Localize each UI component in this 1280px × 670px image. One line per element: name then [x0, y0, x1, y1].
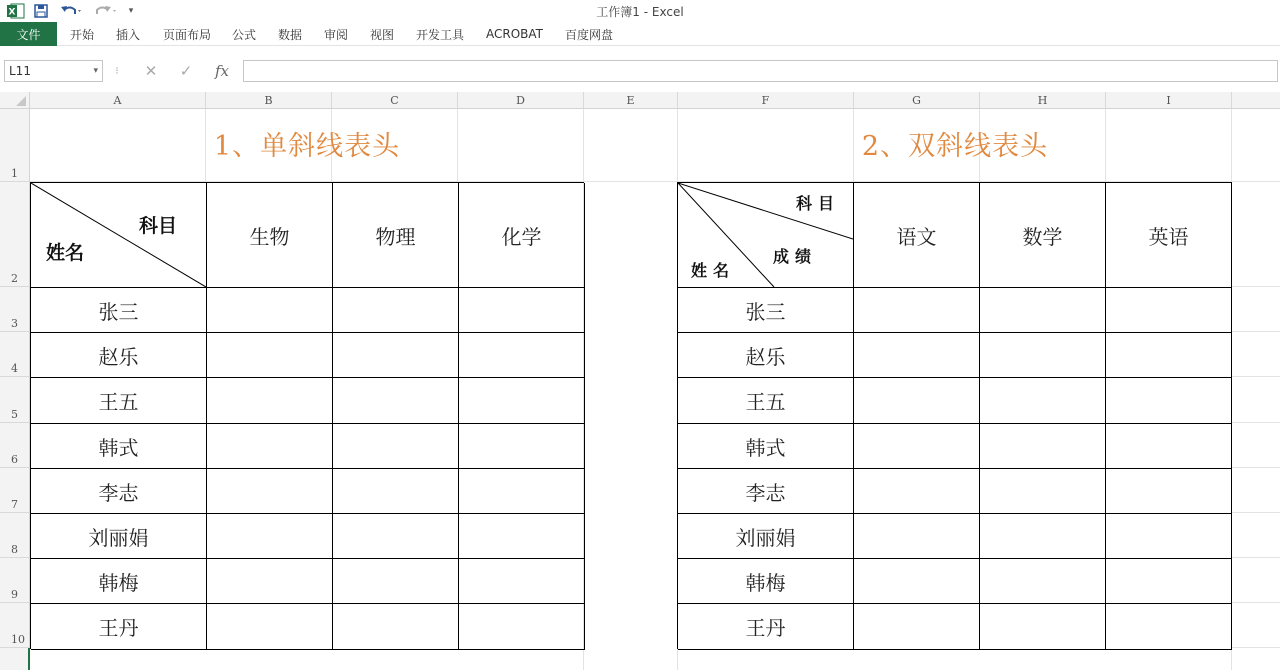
table2-score-cell[interactable] — [854, 288, 980, 333]
column-header-b[interactable]: B — [206, 92, 332, 109]
table2-score-cell[interactable] — [980, 424, 1106, 469]
table1-score-cell[interactable] — [333, 424, 459, 469]
tab-page-layout[interactable]: 页面布局 — [163, 27, 212, 42]
column-header-j[interactable] — [1232, 92, 1280, 109]
row-header-1[interactable]: 1 — [0, 109, 30, 182]
row-header-7[interactable]: 7 — [0, 468, 30, 513]
row-header-10[interactable]: 10 — [0, 603, 30, 648]
table1 — [30, 182, 584, 649]
table1-score-cell[interactable] — [333, 469, 459, 514]
tab-developer[interactable]: 开发工具 — [416, 27, 465, 42]
table2-score-cell[interactable] — [980, 333, 1106, 378]
insert-function-icon[interactable]: fx — [214, 62, 229, 80]
table1-score-cell[interactable] — [207, 604, 333, 650]
table2-score-cell[interactable] — [1106, 469, 1232, 514]
svg-text:X: X — [8, 7, 16, 18]
table2-name-cell[interactable]: 韩梅 — [678, 559, 854, 604]
table2-score-cell[interactable] — [854, 424, 980, 469]
table1-score-cell[interactable] — [207, 288, 333, 333]
enter-icon[interactable]: ✓ — [179, 62, 193, 80]
tab-formulas[interactable]: 公式 — [232, 27, 257, 42]
table1-name-cell[interactable]: 韩式 — [31, 424, 207, 469]
table2-corner-top: 科目 — [796, 194, 841, 213]
column-header-e[interactable]: E — [584, 92, 678, 109]
table2-score-cell[interactable] — [980, 469, 1106, 514]
window-title: 工作簿1 - Excel — [596, 5, 684, 19]
table2-score-cell[interactable] — [1106, 559, 1232, 604]
table2-score-cell[interactable] — [1106, 424, 1232, 469]
table1-score-cell[interactable] — [459, 469, 585, 514]
table1-corner-top: 科目 — [139, 215, 178, 237]
row-header-6[interactable]: 6 — [0, 423, 30, 468]
table2-score-cell[interactable] — [854, 378, 980, 424]
table1-score-cell[interactable] — [333, 288, 459, 333]
column-header-c[interactable]: C — [332, 92, 458, 109]
table1-header[interactable]: 生物 — [207, 183, 333, 288]
table2-score-cell[interactable] — [1106, 378, 1232, 424]
table2-header[interactable]: 英语 — [1106, 183, 1232, 288]
table2-name-cell[interactable]: 王丹 — [678, 604, 854, 650]
tab-data[interactable]: 数据 — [278, 27, 303, 42]
table1-name-cell[interactable]: 张三 — [31, 288, 207, 333]
table1-name-cell[interactable]: 王丹 — [31, 604, 207, 650]
row-header-3[interactable]: 3 — [0, 287, 30, 332]
table1-score-cell[interactable] — [207, 469, 333, 514]
table1-score-cell[interactable] — [459, 378, 585, 424]
cancel-icon[interactable]: ✕ — [144, 62, 158, 80]
table2-corner-middle: 成绩 — [773, 247, 818, 266]
table1-name-cell[interactable]: 李志 — [31, 469, 207, 514]
table2-score-cell[interactable] — [980, 288, 1106, 333]
table2-corner-bottom: 姓名 — [691, 261, 736, 280]
select-all-corner[interactable] — [0, 92, 30, 109]
table1-score-cell[interactable] — [459, 604, 585, 650]
table1-score-cell[interactable] — [459, 514, 585, 559]
table1-corner-cell[interactable] — [31, 183, 207, 288]
column-header-h[interactable]: H — [980, 92, 1106, 109]
column-header-g[interactable]: G — [854, 92, 980, 109]
worksheet-grid[interactable] — [0, 92, 1280, 670]
table1-name-cell[interactable]: 赵乐 — [31, 333, 207, 378]
active-row-indicator — [28, 648, 30, 670]
tab-view[interactable]: 视图 — [370, 27, 395, 42]
table2 — [677, 182, 1232, 649]
table1-score-cell[interactable] — [207, 333, 333, 378]
ribbon-tabs — [0, 22, 1280, 46]
table2-score-cell[interactable] — [1106, 514, 1232, 559]
table1-score-cell[interactable] — [333, 514, 459, 559]
row-header-8[interactable]: 8 — [0, 513, 30, 558]
table2-score-cell[interactable] — [854, 469, 980, 514]
tab-baidu-netdisk[interactable]: 百度网盘 — [565, 27, 614, 42]
table2-score-cell[interactable] — [1106, 333, 1232, 378]
chevron-down-icon[interactable]: ▾ — [93, 66, 98, 76]
table2-title: 2、双斜线表头 — [861, 131, 1049, 162]
name-box[interactable] — [4, 60, 103, 82]
table2-header[interactable]: 语文 — [854, 183, 980, 288]
table2-name-cell[interactable]: 王五 — [678, 378, 854, 424]
more-options-icon[interactable]: ⁝ — [115, 65, 119, 77]
table1-name-cell[interactable]: 韩梅 — [31, 559, 207, 604]
table1-header[interactable]: 物理 — [333, 183, 459, 288]
customize-qat-icon[interactable]: ▾ — [128, 6, 134, 16]
table1-name-cell[interactable]: 刘丽娟 — [31, 514, 207, 559]
tab-review[interactable]: 审阅 — [324, 27, 349, 42]
tab-acrobat[interactable]: ACROBAT — [486, 27, 543, 41]
table2-name-cell[interactable]: 张三 — [678, 288, 854, 333]
column-header-a[interactable]: A — [30, 92, 206, 109]
table2-score-cell[interactable] — [854, 559, 980, 604]
table1-score-cell[interactable] — [459, 559, 585, 604]
table1-score-cell[interactable] — [333, 378, 459, 424]
table1-score-cell[interactable] — [333, 333, 459, 378]
formula-bar — [0, 56, 1280, 86]
table2-score-cell[interactable] — [1106, 288, 1232, 333]
row-header-5[interactable]: 5 — [0, 377, 30, 423]
formula-input[interactable] — [243, 60, 1278, 82]
row-header-11[interactable] — [0, 648, 30, 670]
column-header-d[interactable]: D — [458, 92, 584, 109]
table2-score-cell[interactable] — [854, 514, 980, 559]
table1-score-cell[interactable] — [459, 424, 585, 469]
row-header-9[interactable]: 9 — [0, 558, 30, 603]
table1-corner-bottom: 姓名 — [46, 242, 85, 264]
table1-score-cell[interactable] — [207, 514, 333, 559]
table2-name-cell[interactable]: 韩式 — [678, 424, 854, 469]
table1-score-cell[interactable] — [207, 378, 333, 424]
row-header-2[interactable]: 2 — [0, 182, 30, 287]
table1-score-cell[interactable] — [459, 288, 585, 333]
table2-score-cell[interactable] — [980, 378, 1106, 424]
table2-header[interactable]: 数学 — [980, 183, 1106, 288]
column-header-f[interactable]: F — [678, 92, 854, 109]
file-tab[interactable]: 文件 — [0, 22, 57, 46]
table1-score-cell[interactable] — [459, 333, 585, 378]
table2-score-cell[interactable] — [1106, 604, 1232, 650]
table2-score-cell[interactable] — [854, 333, 980, 378]
name-box-value: L11 — [9, 64, 31, 78]
tab-home[interactable]: 开始 — [70, 27, 95, 42]
row-header-4[interactable]: 4 — [0, 332, 30, 377]
table2-score-cell[interactable] — [980, 559, 1106, 604]
table2-score-cell[interactable] — [980, 604, 1106, 650]
table1-score-cell[interactable] — [207, 424, 333, 469]
table1-score-cell[interactable] — [333, 604, 459, 650]
table2-corner-cell[interactable] — [678, 183, 854, 288]
table1-name-cell[interactable]: 王五 — [31, 378, 207, 424]
table1-header[interactable]: 化学 — [459, 183, 585, 288]
table2-score-cell[interactable] — [854, 604, 980, 650]
table2-name-cell[interactable]: 刘丽娟 — [678, 514, 854, 559]
title-bar — [0, 0, 1280, 22]
column-header-i[interactable]: I — [1106, 92, 1232, 109]
table1-score-cell[interactable] — [333, 559, 459, 604]
table1-score-cell[interactable] — [207, 559, 333, 604]
table1-title: 1、单斜线表头 — [213, 131, 401, 162]
table2-name-cell[interactable]: 赵乐 — [678, 333, 854, 378]
table2-score-cell[interactable] — [980, 514, 1106, 559]
table2-name-cell[interactable]: 李志 — [678, 469, 854, 514]
tab-insert[interactable]: 插入 — [116, 27, 141, 42]
